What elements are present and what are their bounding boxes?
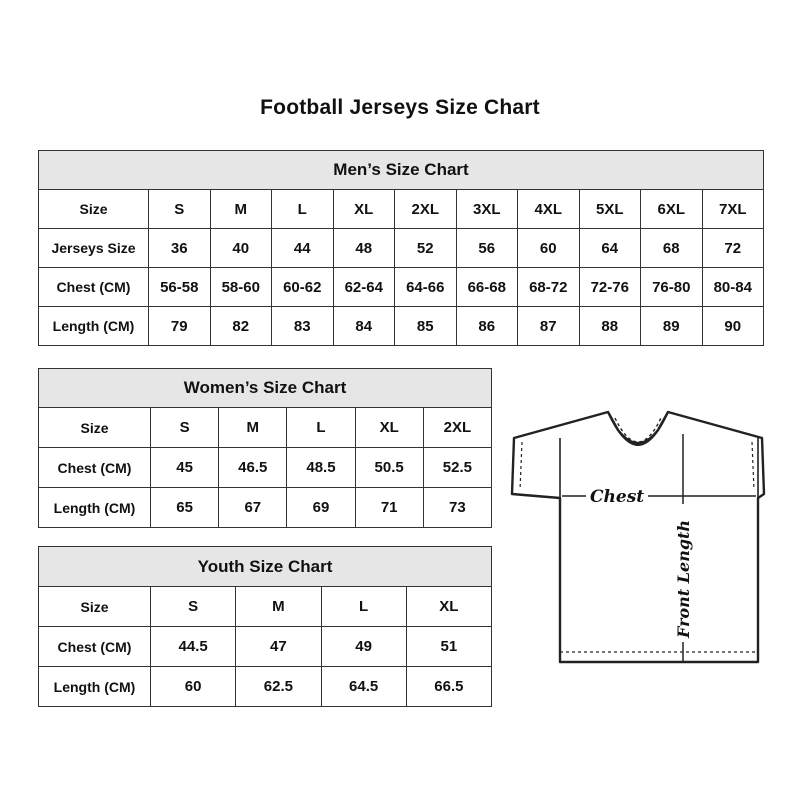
table-cell: 90 (702, 307, 764, 346)
table-row (39, 488, 492, 528)
mens-size-table (38, 150, 764, 346)
table-cell: 2XL (395, 190, 457, 229)
table-cell: 86 (456, 307, 518, 346)
jersey-body (512, 412, 764, 662)
table-cell: 64.5 (321, 667, 406, 707)
table-cell: 47 (236, 627, 321, 667)
table-cell: 72 (702, 229, 764, 268)
table-cell: 44 (272, 229, 334, 268)
table-row (39, 587, 492, 627)
table-cell: 82 (210, 307, 272, 346)
table-cell: 2XL (423, 408, 491, 448)
table-cell: 48.5 (287, 448, 355, 488)
table-cell: 3XL (456, 190, 518, 229)
table-cell: 85 (395, 307, 457, 346)
table-cell: 58-60 (210, 268, 272, 307)
page-title: Football Jerseys Size Chart (260, 96, 540, 119)
front-length-label: Front Length (674, 519, 693, 638)
table-cell: 44.5 (151, 627, 236, 667)
table-cell: 89 (641, 307, 703, 346)
table-cell: S (151, 408, 219, 448)
table-cell: XL (333, 190, 395, 229)
table-cell: 52 (395, 229, 457, 268)
table-cell: 88 (579, 307, 641, 346)
table-cell: 36 (149, 229, 211, 268)
table-cell: L (272, 190, 334, 229)
table-cell: 66.5 (406, 667, 491, 707)
table-cell: 52.5 (423, 448, 491, 488)
table-cell: 87 (518, 307, 580, 346)
table-cell: 51 (406, 627, 491, 667)
table-cell: 50.5 (355, 448, 423, 488)
mens-table-heading: Men’s Size Chart (39, 151, 764, 190)
womens-size-table (38, 368, 492, 528)
table-cell: 56 (456, 229, 518, 268)
table-cell: 73 (423, 488, 491, 528)
table-row (39, 448, 492, 488)
chest-label: Chest (590, 487, 645, 507)
table-cell: L (287, 408, 355, 448)
table-cell: 60 (518, 229, 580, 268)
table-cell: 64-66 (395, 268, 457, 307)
table-cell: 4XL (518, 190, 580, 229)
jersey-outline-icon (508, 408, 770, 670)
table-cell: L (321, 587, 406, 627)
table-cell: S (151, 587, 236, 627)
table-cell: 7XL (702, 190, 764, 229)
row-label: Length (CM) (39, 667, 151, 707)
table-cell: 62.5 (236, 667, 321, 707)
table-cell: 68-72 (518, 268, 580, 307)
row-label: Size (39, 408, 151, 448)
table-cell: 83 (272, 307, 334, 346)
table-cell: 79 (149, 307, 211, 346)
youth-size-table (38, 546, 492, 707)
table-cell: 40 (210, 229, 272, 268)
table-cell: 64 (579, 229, 641, 268)
row-label: Size (39, 587, 151, 627)
table-row (39, 229, 764, 268)
table-cell: XL (406, 587, 491, 627)
table-row (39, 268, 764, 307)
table-cell: 46.5 (219, 448, 287, 488)
row-label: Length (CM) (39, 488, 151, 528)
row-label: Size (39, 190, 149, 229)
table-cell: M (210, 190, 272, 229)
table-cell: 60 (151, 667, 236, 707)
table-row (39, 190, 764, 229)
table-cell: M (236, 587, 321, 627)
table-cell: 49 (321, 627, 406, 667)
row-label: Chest (CM) (39, 448, 151, 488)
row-label: Chest (CM) (39, 627, 151, 667)
row-label: Length (CM) (39, 307, 149, 346)
table-cell: 80-84 (702, 268, 764, 307)
womens-table-heading: Women’s Size Chart (39, 369, 492, 408)
table-row (39, 408, 492, 448)
table-cell: 71 (355, 488, 423, 528)
table-cell: 72-76 (579, 268, 641, 307)
table-cell: 67 (219, 488, 287, 528)
table-cell: M (219, 408, 287, 448)
table-row (39, 667, 492, 707)
table-cell: 60-62 (272, 268, 334, 307)
table-cell: 56-58 (149, 268, 211, 307)
table-cell: 45 (151, 448, 219, 488)
table-row (39, 307, 764, 346)
table-cell: 76-80 (641, 268, 703, 307)
table-cell: 6XL (641, 190, 703, 229)
table-row (39, 627, 492, 667)
table-cell: S (149, 190, 211, 229)
table-cell: 69 (287, 488, 355, 528)
row-label: Jerseys Size (39, 229, 149, 268)
table-cell: 62-64 (333, 268, 395, 307)
row-label: Chest (CM) (39, 268, 149, 307)
table-cell: 5XL (579, 190, 641, 229)
table-cell: 84 (333, 307, 395, 346)
table-cell: 65 (151, 488, 219, 528)
table-cell: 66-68 (456, 268, 518, 307)
table-cell: 48 (333, 229, 395, 268)
youth-table-heading: Youth Size Chart (39, 547, 492, 587)
table-cell: XL (355, 408, 423, 448)
table-cell: 68 (641, 229, 703, 268)
